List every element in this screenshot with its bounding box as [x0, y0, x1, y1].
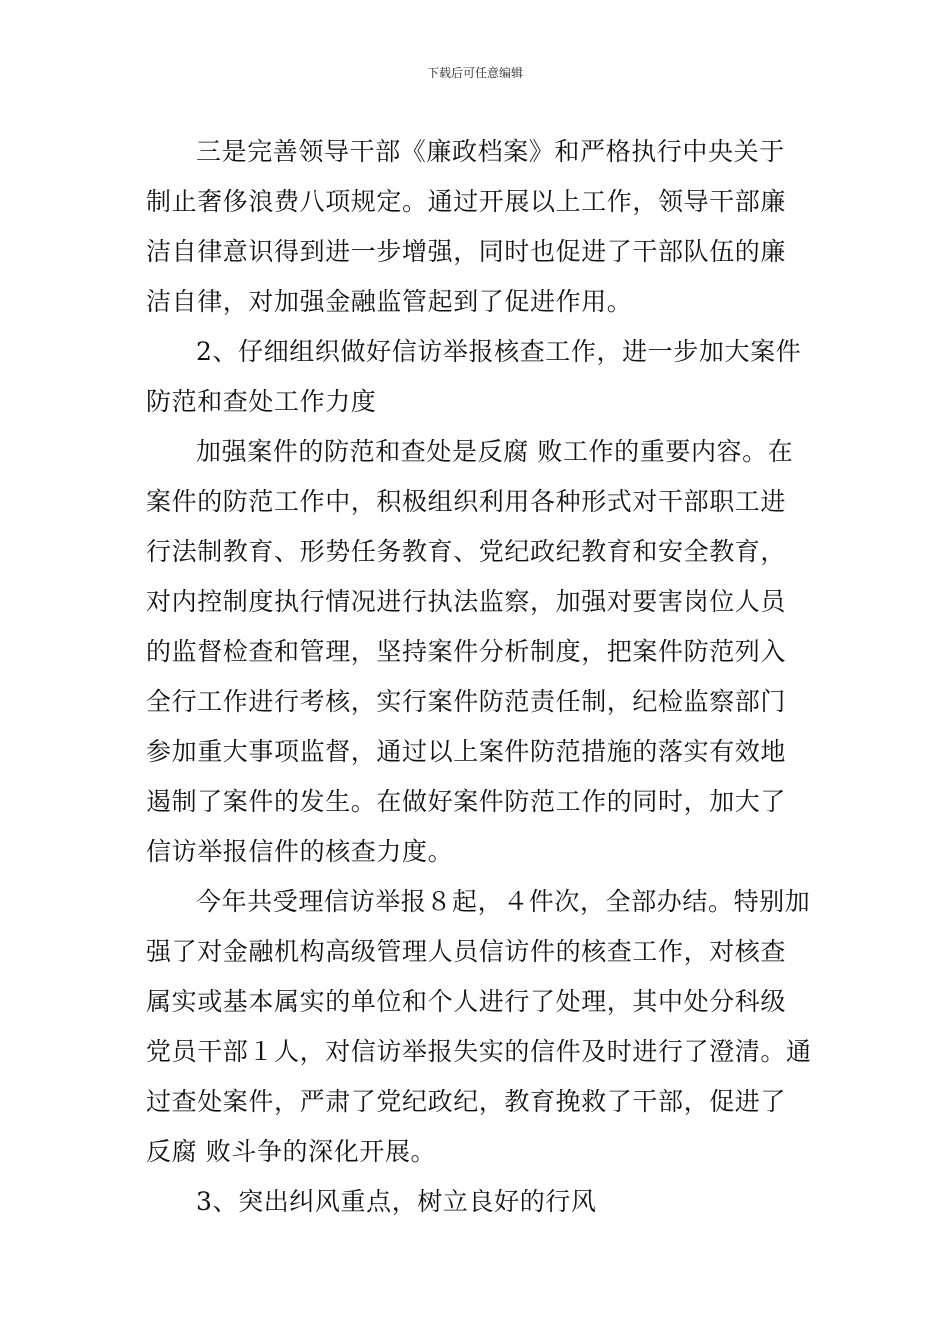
paragraph-line: 信访举报信件的核查力度。 — [146, 837, 454, 866]
paragraph-line: 过查处案件，严肃了党纪政纪，教育挽救了干部，促进了 — [146, 1087, 787, 1116]
section-heading-line: 防范和查处工作力度 — [146, 387, 377, 416]
paragraph-line: 全行工作进行考核，实行案件防范责任制，纪检监察部门 — [146, 687, 787, 716]
section-heading-line: 3、突出纠风重点，树立良好的行风 — [196, 1187, 597, 1216]
section-heading-line: 2、仔细组织做好信访举报核查工作，进一步加大案件 — [196, 337, 802, 366]
paragraph-line: 制止奢侈浪费八项规定。通过开展以上工作，领导干部廉 — [146, 187, 787, 216]
paragraph-line: 洁自律，对加强金融监管起到了促进作用。 — [146, 287, 633, 316]
paragraph-line: 洁自律意识得到进一步增强，同时也促进了干部队伍的廉 — [146, 237, 787, 266]
document-body — [146, 127, 812, 1227]
paragraph-line: 属实或基本属实的单位和个人进行了处理，其中处分科级 — [146, 987, 787, 1016]
paragraph-line: 遏制了案件的发生。在做好案件防范工作的同时，加大了 — [146, 787, 787, 816]
paragraph-line: 今年共受理信访举报８起，４件次，全部办结。特别加 — [196, 887, 811, 916]
paragraph-line: 的监督检查和管理，坚持案件分析制度，把案件防范列入 — [146, 637, 787, 666]
paragraph-line: 反腐 败斗争的深化开展。 — [146, 1137, 437, 1166]
page-header: 下载后可任意编辑 — [426, 66, 523, 80]
paragraph-line: 案件的防范工作中，积极组织利用各种形式对干部职工进 — [146, 487, 787, 516]
paragraph-line: 参加重大事项监督，通过以上案件防范措施的落实有效地 — [146, 737, 787, 766]
paragraph-line: 行法制教育、形势任务教育、党纪政纪教育和安全教育， — [146, 537, 787, 566]
paragraph-line: 三是完善领导干部《廉政档案》和严格执行中央关于 — [196, 137, 785, 166]
paragraph-line: 加强案件的防范和查处是反腐 败工作的重要内容。在 — [196, 437, 794, 466]
paragraph-line: 强了对金融机构高级管理人员信访件的核查工作，对核查 — [146, 937, 787, 966]
paragraph-line: 对内控制度执行情况进行执法监察，加强对要害岗位人员 — [146, 587, 787, 616]
paragraph-line: 党员干部１人，对信访举报失实的信件及时进行了澄清。通 — [146, 1037, 812, 1066]
